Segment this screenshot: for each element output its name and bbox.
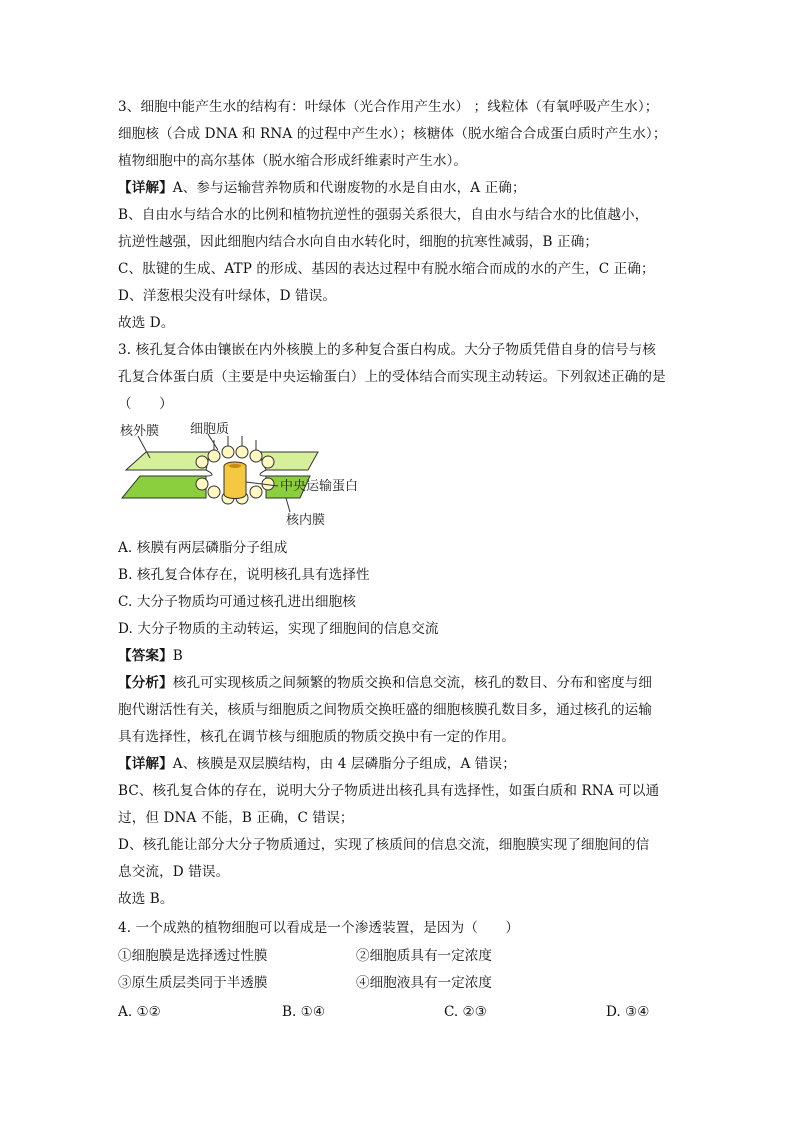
q4-option-a: A. ①② [118,1004,161,1020]
inner-membrane-left [122,476,206,498]
cytoplasm-filaments [214,436,256,450]
text-line: 抗逆性越强，因此细胞内结合水向自由水转化时，细胞的抗寒性减弱，B 正确； [118,234,599,250]
option-b: B. 核孔复合体存在，说明核孔具有选择性 [118,567,370,583]
answer-tag: 【答案】 [118,648,173,664]
text-line: 胞代谢活性有关，核质与细胞质之间物质交换旺盛的细胞核膜孔数目多，通过核孔的运输 [118,702,653,718]
nuclear-pore-figure [118,422,388,534]
outer-membrane-label: 核外膜 [120,424,160,439]
text-line: D、洋葱根尖没有叶绿体，D 错误。 [118,288,337,304]
central-transport-protein [224,466,246,499]
option-c: C. 大分子物质均可通过核孔进出细胞核 [118,594,356,610]
q4-option-b: B. ①④ [282,1004,326,1020]
q4-option-d: D. ③④ [606,1004,650,1020]
analysis-tag: 【分析】 [118,675,173,691]
text-line: 故选 B。 [118,891,174,907]
text-line: 息交流，D 错误。 [118,864,230,880]
q4-item-2: ②细胞质具有一定浓度 [356,948,492,964]
inner-membrane-label: 核内膜 [286,513,326,528]
question-stem: 3. 核孔复合体由镶嵌在内外核膜上的多种复合蛋白构成。大分子物质凭借自身的信号与核 [118,342,656,358]
detail-tag: 【详解】 [118,756,173,772]
text-line: D、核孔能让部分大分子物质通过，实现了核质间的信息交流，细胞膜实现了细胞间的信 [118,837,650,853]
detail-tag: 【详解】 [118,180,173,196]
text-line: 具有选择性，核孔在调节核与细胞质的物质交换中有一定的作用。 [118,729,516,745]
text-line: 故选 D。 [118,315,175,331]
q4-item-4: ④细胞液具有一定浓度 [356,975,492,991]
text-line: B、自由水与结合水的比例和植物抗逆性的强弱关系很大，自由水与结合水的比值越小， [118,207,649,223]
text-line: 植物细胞中的高尔基体（脱水缩合形成纤维素时产生水）。 [118,153,468,169]
central-protein-label: 中央运输蛋白 [280,479,359,494]
q4-item-3: ③原生质层类同于半透膜 [118,975,268,991]
q4-option-c: C. ②③ [444,1004,487,1020]
q4-item-1: ①细胞膜是选择透过性膜 [118,948,268,964]
text-line: BC、核孔复合体的存在，说明大分子物质进出核孔具有选择性，如蛋白质和 RNA 可以通 [118,783,660,799]
answer-line: 【答案】B [118,648,183,664]
q4-stem: 4. 一个成熟的植物细胞可以看成是一个渗透装置，是因为（ ） [118,920,520,936]
option-a: A. 核膜有两层磷脂分子组成 [118,540,288,556]
analysis-line: 【分析】核孔可实现核质之间频繁的物质交换和信息交流，核孔的数目、分布和密度与细 [118,675,653,691]
cytoplasm-label: 细胞质 [190,422,230,437]
text-line: 过，但 DNA 不能，B 正确，C 错误； [118,810,354,826]
text-line: 细胞核（合成 DNA 和 RNA 的过程中产生水）；核糖体（脱水缩合合成蛋白质时产生水）； [118,126,667,142]
question-stem: 孔复合体蛋白质（主要是中央运输蛋白）上的受体结合而实现主动转运。下列叙述正确的是 [118,369,666,385]
text-line: C、肽键的生成、ATP 的形成、基因的表达过程中有脱水缩合而成的水的产生，C 正确； [118,261,655,277]
detail-line: 【详解】A、参与运输营养物质和代谢废物的水是自由水，A 正确； [118,180,526,196]
nuclear-pore-diagram [118,422,388,534]
option-d: D. 大分子物质的主动转运，实现了细胞间的信息交流 [118,621,439,637]
text-line: 3、细胞中能产生水的结构有：叶绿体（光合作用产生水） ；线粒体（有氧呼吸产生水）； [118,99,659,115]
detail-line: 【详解】A、核膜是双层膜结构，由 4 层磷脂分子组成，A 错误； [118,756,516,772]
question-blank: （ ） [118,396,173,412]
